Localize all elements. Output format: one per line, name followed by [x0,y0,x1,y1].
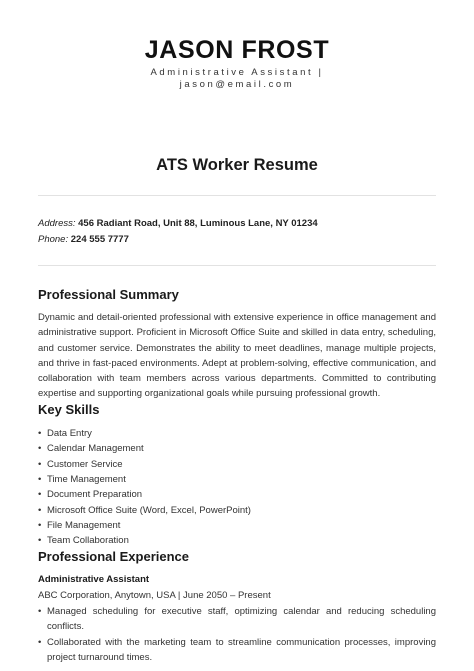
bullet: • [38,636,42,648]
divider [38,265,436,266]
skill-item [38,472,251,487]
skill-item [38,503,251,518]
responsibility-text: Collaborated with the marketing team to streamline communication processes, improving project turnaround times. [47,636,436,664]
responsibility-item [38,604,436,635]
bullet: • [38,428,42,439]
skill-item [38,487,251,502]
phone-value: 224 555 7777 [70,234,129,245]
skill-item [38,426,251,441]
email-subtitle: jason@email.com [179,79,295,90]
bullet: • [38,458,42,470]
bullet: • [38,489,42,501]
skill-item [38,533,251,548]
responsibility-item [38,635,436,666]
bullet: • [38,474,42,486]
divider [38,195,436,196]
bullet: • [38,504,42,516]
address-line [38,218,318,229]
phone-label: Phone: [38,234,69,245]
skill-item [38,457,251,472]
bullet: • [38,535,42,547]
summary-heading: Professional Summary [38,287,179,302]
skills-list [38,426,251,549]
candidate-name: JASON FROST [144,36,330,64]
skill-label: Customer Service [47,458,123,470]
skills-heading: Key Skills [38,402,100,417]
job-title-subtitle: Administrative Assistant | [150,67,324,78]
skill-label: Data Entry [47,428,92,439]
experience-heading: Professional Experience [38,549,190,564]
job-company-dates: ABC Corporation, Anytown, USA | June 2050 – Present [38,590,271,601]
skill-label: Calendar Management [47,443,144,455]
document-title: ATS Worker Resume [156,156,318,174]
skill-item [38,441,251,456]
skill-label: Time Management [47,474,126,486]
phone-line [38,234,129,245]
skill-label: Document Preparation [47,489,143,501]
address-label: Address: [38,218,76,229]
bullet: • [38,520,42,532]
responsibility-text: Managed scheduling for executive staff, optimizing calendar and reducing scheduling conflicts. [47,606,436,633]
bullet: • [38,606,42,617]
skill-label: File Management [47,520,121,532]
skill-label: Team Collaboration [47,535,129,547]
skill-label: Microsoft Office Suite (Word, Excel, PowerPoint) [47,504,251,516]
job-position: Administrative Assistant [38,574,150,585]
responsibilities-list [38,604,436,666]
address-value: 456 Radiant Road, Unit 88, Luminous Lane, NY 01234 [78,218,318,229]
skill-item [38,518,251,533]
summary-text: Dynamic and detail-oriented professional with extensive experience in office management and administrative support. Proficient in Microsoft Office Suite and skilled in data entry, scheduling, and customer service. Demonstrates the ability to meet deadlines, manage multiple projects, and thrive in fast-paced environments. Adept at problem-solving, effective communication, and collaboration with team members across various departments. Committed to contributing expertise and supporting organizational goals while pursuing professional growth. [38,312,436,400]
bullet: • [38,443,42,455]
